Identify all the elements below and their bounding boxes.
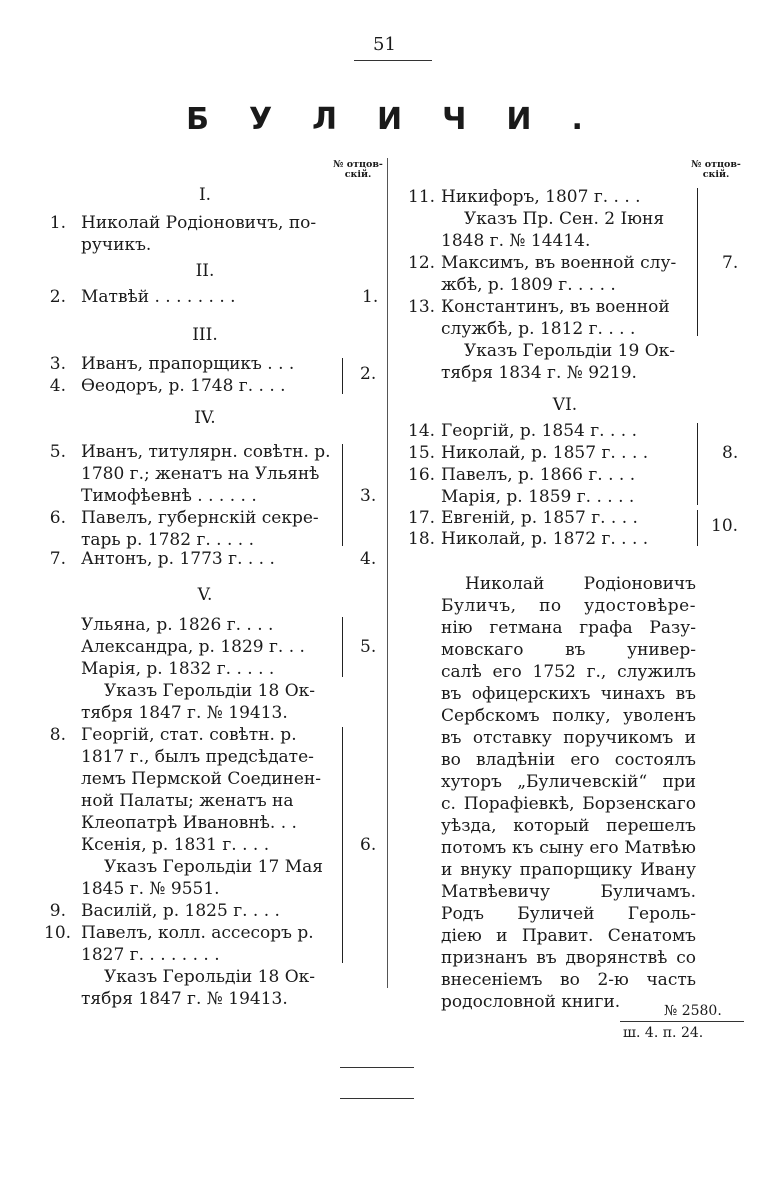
entry-12-line2: жбѣ, р. 1809 г. . . . . (441, 275, 616, 295)
para-line-2: Буличъ, по удостовѣре- (441, 596, 696, 616)
decree-3-line1: Указъ Герольдіи 18 Ок- (104, 967, 316, 987)
generation-4-father-b: 4. (360, 549, 377, 569)
entry-10-line1: Павелъ, колл. ассесоръ р. (81, 923, 314, 943)
daughter-kseniya: Ксенія, р. 1831 г. . . . (81, 835, 270, 855)
entry-1-line2: ручикъ. (81, 235, 152, 255)
generation-2-heading: II. (195, 261, 215, 281)
left-column-header-line1: № отцов- (333, 159, 383, 170)
entry-3-text: Иванъ, прапорщикъ . . . (81, 354, 295, 374)
para-line-7: Сербскомъ полку, уволенъ (441, 706, 696, 726)
entry-12-number: 12. (408, 253, 436, 273)
entry-18-number: 18. (408, 529, 436, 549)
entry-1-line1: Николай Родіоновичъ, по- (81, 213, 317, 233)
right-brace-a (697, 188, 698, 336)
entry-9-number: 9. (49, 901, 66, 921)
entry-5-line2: 1780 г.; женатъ на Ульянѣ (81, 464, 320, 484)
entry-9-text: Василій, р. 1825 г. . . . (81, 901, 280, 921)
page-number: 51 (373, 34, 396, 55)
entry-13-line1: Константинъ, въ военной (441, 297, 670, 317)
generation-3-brace (342, 358, 343, 394)
para-line-8: въ отставку поручикомъ и (441, 728, 696, 748)
generation-5-heading: V. (197, 585, 213, 605)
entry-8-line2: 1817 г., былъ предсѣдате- (81, 747, 314, 767)
daughter-ulyana: Ульяна, р. 1826 г. . . . (81, 615, 274, 635)
history-paragraph (441, 573, 696, 1013)
para-line-1: Николай Родіоновичъ (465, 574, 696, 594)
entry-7-text: Антонъ, р. 1773 г. . . . (81, 549, 275, 569)
para-line-5: салѣ его 1752 г., служилъ (441, 662, 696, 682)
para-line-6: въ офицерскихъ чинахъ въ (441, 684, 696, 704)
para-line-17: діею и Правит. Сенатомъ (441, 926, 696, 946)
page-title: БУЛИЧИ. (186, 102, 623, 137)
decree-2-line2: 1845 г. № 9551. (81, 879, 220, 899)
generation-4-heading: IV. (194, 408, 216, 428)
para-line-9: во владѣніи его состоялъ (441, 750, 696, 770)
right-father-c: 10. (711, 516, 739, 536)
left-column-divider (387, 158, 388, 988)
footer-ornament-bottom (340, 1098, 414, 1099)
para-line-18: признанъ въ дворянствѣ со (441, 948, 696, 968)
entry-14-number: 14. (408, 421, 436, 441)
entry-15-number: 15. (408, 443, 436, 463)
entry-6-number: 6. (49, 508, 66, 528)
archive-number: № 2580. (664, 1003, 722, 1019)
entry-17-text: Евгеній, р. 1857 г. . . . (441, 508, 638, 528)
entry-18-text: Николай, р. 1872 г. . . . (441, 529, 649, 549)
decree-r2-line2: тября 1834 г. № 9219. (441, 363, 637, 383)
para-line-4: мовскаго въ универ- (441, 640, 696, 660)
entry-5-line1: Иванъ, титулярн. совѣтн. р. (81, 442, 331, 462)
entry-8-line3: лемъ Пермской Соединен- (81, 769, 321, 789)
entry-2-text: Матвѣй . . . . . . . . (81, 287, 236, 307)
right-column-header (688, 160, 744, 180)
entry-16-number: 16. (408, 465, 436, 485)
para-line-3: нію гетмана графа Разу- (441, 618, 696, 638)
decree-3-line2: тября 1847 г. № 19413. (81, 989, 288, 1009)
decree-1-line1: Указъ Герольдіи 18 Ок- (104, 681, 316, 701)
right-father-b: 8. (722, 443, 739, 463)
generation-1-heading: I. (198, 185, 212, 205)
decree-1-line2: тября 1847 г. № 19413. (81, 703, 288, 723)
para-line-14: и внуку прапорщику Ивану (441, 860, 696, 880)
entry-6-line2: тарь р. 1782 г. . . . . (81, 530, 254, 550)
entry-10-line2: 1827 г. . . . . . . . (81, 945, 220, 965)
para-line-10: хуторъ „Буличевскій“ при (441, 772, 696, 792)
right-father-a: 7. (722, 253, 739, 273)
entry-11-number: 11. (408, 187, 436, 207)
entry-4-number: 4. (49, 376, 66, 396)
entry-7-number: 7. (49, 549, 66, 569)
entry-1-number: 1. (49, 213, 66, 233)
para-line-11: с. Порафіевкѣ, Борзенскаго (441, 794, 696, 814)
page-number-rule (354, 60, 432, 61)
entry-4-text: Ѳеодоръ, р. 1748 г. . . . (81, 376, 286, 396)
entry-8-number: 8. (49, 725, 66, 745)
generation-5-father-b: 6. (360, 835, 377, 855)
para-line-13: потомъ къ сыну его Матвѣю (441, 838, 696, 858)
entry-2-number: 2. (49, 287, 66, 307)
right-column-header-line2: скій. (702, 169, 730, 180)
entry-6-line1: Павелъ, губернскій секре- (81, 508, 319, 528)
generation-3-father: 2. (360, 364, 377, 384)
daughter-mariya: Марія, р. 1832 г. . . . . (81, 659, 275, 679)
entry-17-number: 17. (408, 508, 436, 528)
para-line-19: внесеніемъ во 2-ю часть (441, 970, 696, 990)
entry-11-text: Никифоръ, 1807 г. . . . (441, 187, 641, 207)
entry-8-line1: Георгій, стат. совѣтн. р. (81, 725, 297, 745)
generation-5-brace-b (342, 727, 343, 963)
entry-16-text: Павелъ, р. 1866 г. . . . (441, 465, 636, 485)
para-line-20: родословной книги. (441, 992, 621, 1012)
generation-4-father-a: 3. (360, 486, 377, 506)
entry-8-line4: ной Палаты; женатъ на (81, 791, 294, 811)
entry-13-number: 13. (408, 297, 436, 317)
generation-4-brace (342, 444, 343, 546)
entry-15-text: Николай, р. 1857 г. . . . (441, 443, 649, 463)
decree-2-line1: Указъ Герольдіи 17 Мая (104, 857, 323, 877)
generation-5-father-a: 5. (360, 637, 377, 657)
para-line-12: уѣзда, который перешелъ (441, 816, 696, 836)
left-column-header-line2: скій. (344, 169, 372, 180)
entry-8-line5: Клеопатрѣ Ивановнѣ. . . (81, 813, 297, 833)
decree-r1-line1: Указъ Пр. Сен. 2 Іюня (464, 209, 665, 229)
entry-14-text: Георгій, р. 1854 г. . . . (441, 421, 638, 441)
entry-12-line1: Максимъ, въ военной слу- (441, 253, 677, 273)
entry-2-father: 1. (362, 287, 379, 307)
generation-5-brace-a (342, 617, 343, 677)
daughter-mariya-r: Марія, р. 1859 г. . . . . (441, 487, 635, 507)
entry-5-line3: Тимофѣевнѣ . . . . . . (81, 486, 257, 506)
generation-3-heading: III. (192, 325, 218, 345)
entry-13-line2: службѣ, р. 1812 г. . . . (441, 319, 636, 339)
daughter-aleksandra: Александра, р. 1829 г. . . (81, 637, 305, 657)
para-line-15: Матвѣевичу Буличамъ. (441, 882, 696, 902)
right-column-header-line1: № отцов- (691, 159, 741, 170)
left-column-header (330, 160, 386, 180)
entry-5-number: 5. (49, 442, 66, 462)
right-brace-c (697, 510, 698, 546)
decree-r1-line2: 1848 г. № 14414. (441, 231, 591, 251)
right-brace-b (697, 423, 698, 505)
archive-shelf: ш. 4. п. 24. (623, 1025, 704, 1041)
entry-10-number: 10. (44, 923, 72, 943)
footer-ornament-top (340, 1067, 414, 1068)
decree-r2-line1: Указъ Герольдіи 19 Ок- (464, 341, 676, 361)
entry-3-number: 3. (49, 354, 66, 374)
generation-6-heading: VI. (552, 395, 578, 415)
para-line-16: Родъ Буличей Героль- (441, 904, 696, 924)
